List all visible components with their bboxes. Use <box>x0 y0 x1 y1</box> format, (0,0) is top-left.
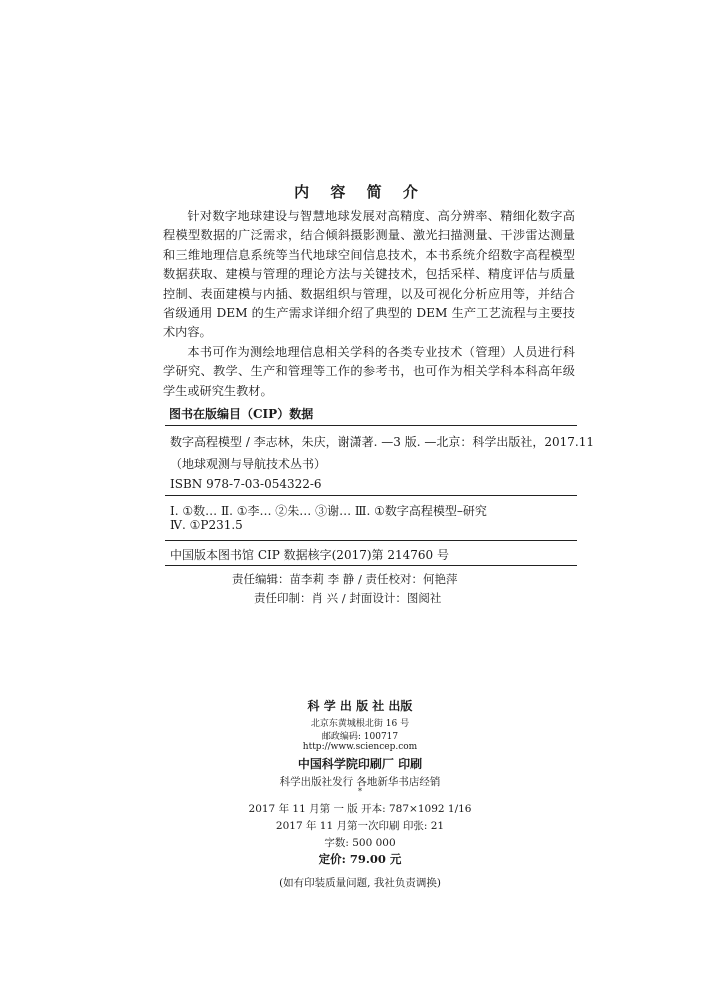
divider <box>165 540 577 541</box>
cip-record: 数字高程模型 / 李志林，朱庆，谢潇著. —3 版. —北京：科学出版社，2017.11 <box>170 435 595 449</box>
publisher: 科 学 出 版 社 出版 <box>307 699 413 713</box>
website: http://www.sciencep.com <box>302 742 418 752</box>
printer: 中国科学院印刷厂 印刷 <box>297 757 423 771</box>
word-count: 字数: 500 000 <box>324 837 396 849</box>
summary-title: 内 容 简 介 <box>294 183 426 201</box>
divider <box>165 565 577 566</box>
star-separator: * <box>358 787 362 796</box>
summary-paragraph: 本书可作为测绘地理信息相关学科的各类专业技术（管理）人员进行科学研究、教学、生产和管理等工作的参考书，也可作为相关学科本科高年级学生或研究生教材。 <box>163 344 575 398</box>
distribution: 科学出版社发行 各地新华书店经销 <box>279 776 441 788</box>
cip-classification: Ⅳ. ①P231.5 <box>170 518 243 532</box>
price: 定价: 79.00 元 <box>318 852 402 866</box>
cip-classification: Ⅰ. ①数… Ⅱ. ①李… ②朱… ③谢… Ⅲ. ①数字高程模型–研究 <box>170 504 487 518</box>
production-line: 责任印制：肖 兴 / 封面设计：图阅社 <box>254 591 442 605</box>
divider <box>165 495 577 496</box>
divider <box>165 425 577 426</box>
summary-body <box>163 207 575 401</box>
quality-notice: (如有印装质量问题, 我社负责调换) <box>279 877 441 889</box>
cip-heading: 图书在版编目（CIP）数据 <box>169 407 314 421</box>
summary-paragraph: 针对数字地球建设与智慧地球发展对高精度、高分辨率、精细化数字高程模型数据的广泛需求，结合倾斜摄影测量、激光扫描测量、干涉雷达测量和三维地理信息系统等当代地球空间信息技术，本书系统介绍数字高程模型数据获取、建模与管理的理论方法与关键技术，包括采样、精度评估与质量控制、表面建模与内插、数据组织与管理，以及可视化分析应用等，并结合省级通用 DEM 的生产需求详细介绍了典型的 DEM 生产工艺流程与主要技术内容。 <box>163 209 575 340</box>
printing: 2017 年 11 月第一次印刷 印张: 21 <box>275 820 445 832</box>
postcode: 邮政编码: 100717 <box>321 732 399 742</box>
cip-isbn: ISBN 978-7-03-054322-6 <box>170 477 322 491</box>
cip-core: 中国版本图书馆 CIP 数据核字(2017)第 214760 号 <box>170 548 449 562</box>
editor-line: 责任编辑：苗李莉 李 静 / 责任校对：何艳萍 <box>232 572 458 586</box>
edition: 2017 年 11 月第 一 版 开本: 787×1092 1/16 <box>248 803 472 815</box>
cip-series: （地球观测与导航技术丛书） <box>170 457 327 471</box>
publisher-address: 北京东黄城根北街 16 号 <box>310 719 410 729</box>
